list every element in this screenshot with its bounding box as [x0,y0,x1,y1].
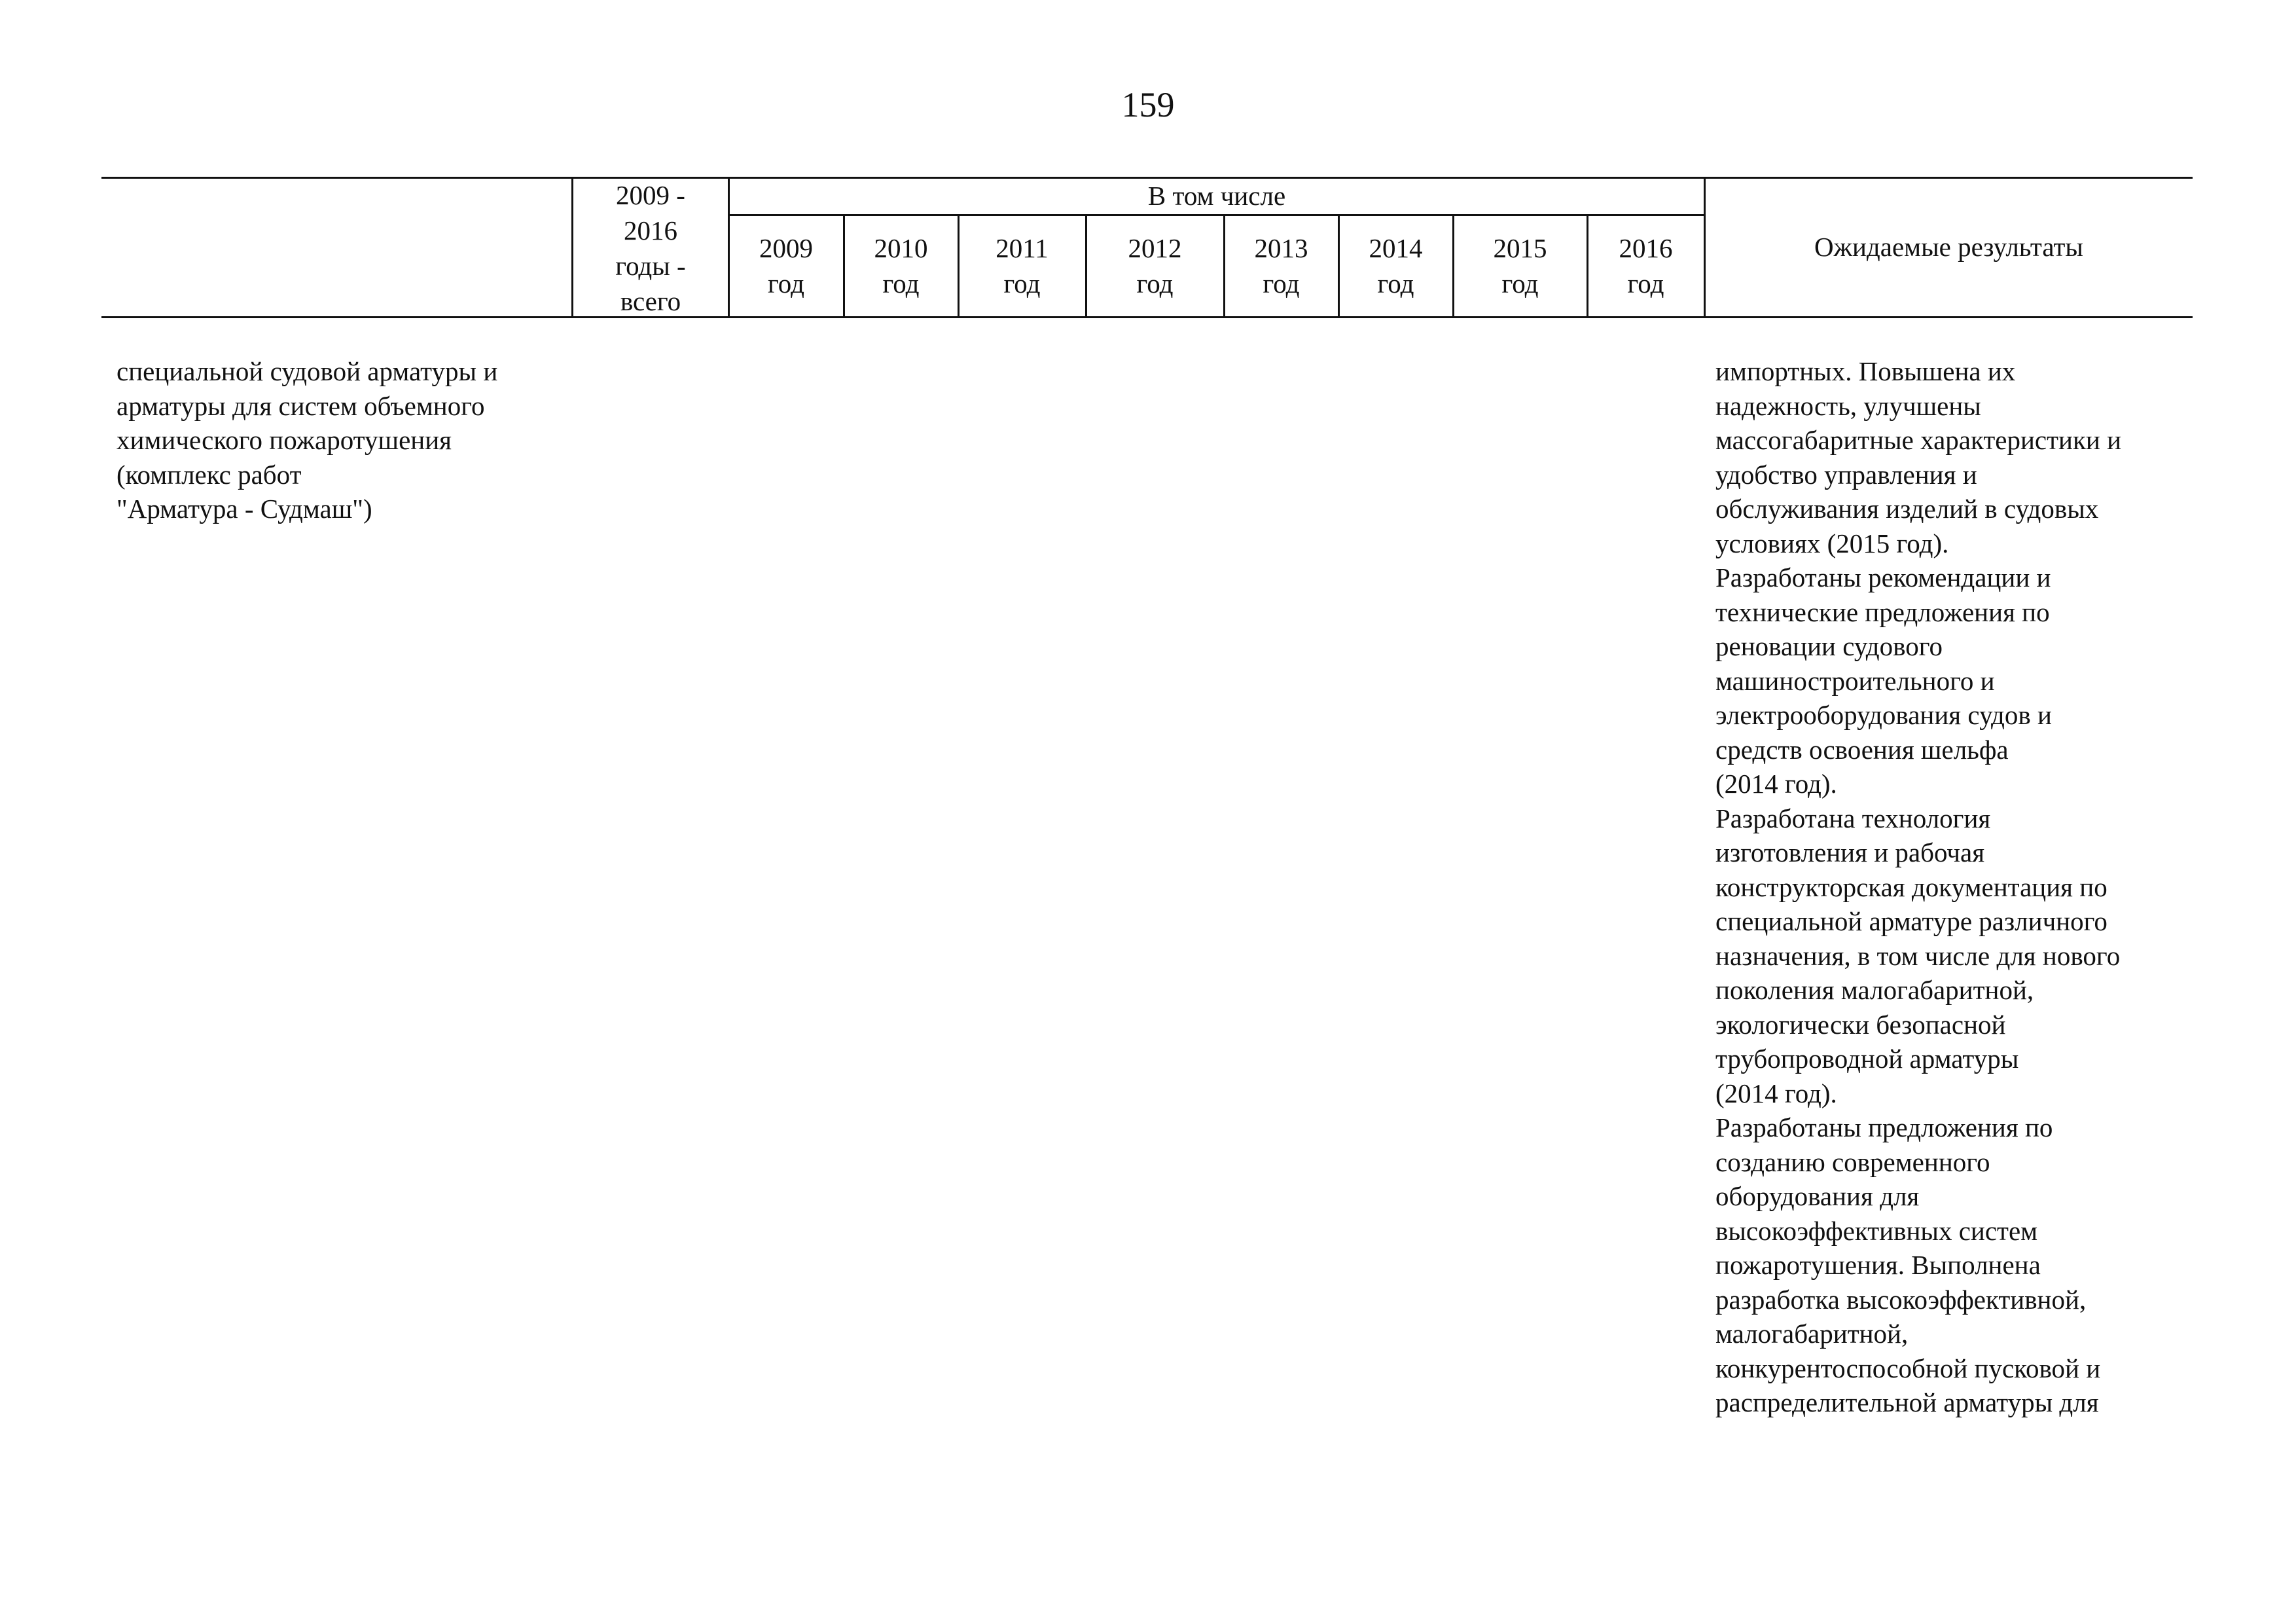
text-line: созданию современного [1715,1146,1990,1177]
text-line: специальной арматуре различного [1715,906,2108,936]
year-header-2014: 2014 год [1369,233,1423,299]
year-header-2011: 2011 год [996,233,1049,299]
text-line: Разработаны предложения по [1715,1112,2053,1142]
text-line: электрооборудования судов и [1715,700,2052,730]
page-number: 159 [1121,85,1175,124]
text-line: конструкторская документация по [1715,871,2108,902]
text-line: технические предложения по [1715,596,2050,627]
year-header-2015: 2015 год [1493,233,1547,299]
text-line: (комплекс работ [117,459,302,490]
text-line: средств освоения шельфа [1715,734,2009,765]
text-line: высокоэффективных систем [1715,1215,2038,1246]
text-line: Разработана технология [1715,803,1991,833]
expected-results-text [1715,354,2121,1420]
text-line: импортных. Повышена их [1715,356,2016,386]
text-line: обслуживания изделий в судовых [1715,494,2099,524]
results-column-header: Ожидаемые результаты [1814,232,2083,262]
text-line: экологически безопасной [1715,1009,2006,1040]
text-line: малогабаритной, [1715,1319,1909,1349]
text-line: удобство управления и [1715,459,1977,490]
year-header-2013: 2013 год [1254,233,1308,299]
year-header-2009: 2009 год [759,233,813,299]
text-line: арматуры для систем объемного [117,390,485,421]
text-line: назначения, в том числе для нового [1715,940,2121,971]
text-line: специальной судовой арматуры и [117,356,498,386]
text-line: пожаротушения. Выполнена [1715,1250,2041,1280]
text-line: химического пожаротушения [117,425,452,455]
text-line: поколения малогабаритной, [1715,975,2034,1005]
header-bottom-rule [101,316,2193,318]
text-line: надежность, улучшены [1715,390,1981,421]
group-divider-rule [729,214,1705,216]
year-header-2010: 2010 год [874,233,928,299]
text-line: машиностроительного и [1715,665,1995,696]
text-line: реновации судового [1715,631,1943,661]
text-line: конкурентоспособной пусковой и [1715,1353,2101,1383]
text-line: массогабаритные характеристики и [1715,425,2122,455]
text-line: (2014 год). [1715,769,1837,799]
measure-description [117,354,497,526]
text-line: изготовления и рабочая [1715,837,1985,867]
text-line: (2014 год). [1715,1078,1837,1108]
text-line: оборудования для [1715,1181,1920,1211]
total-column-header: 2009 - 2016 годы - всего [615,180,686,316]
text-line: условиях (2015 год). [1715,528,1949,558]
text-line: разработка высокоэффективной, [1715,1284,2087,1315]
year-header-2012: 2012 год [1128,233,1182,299]
text-line: распределительной арматуры для [1715,1387,2099,1417]
year-header-2016: 2016 год [1619,233,1673,299]
group-header: В том числе [1147,181,1286,211]
text-line: трубопроводной арматуры [1715,1044,2019,1074]
text-line: "Арматура - Судмаш") [117,494,372,524]
text-line: Разработаны рекомендации и [1715,562,2051,593]
